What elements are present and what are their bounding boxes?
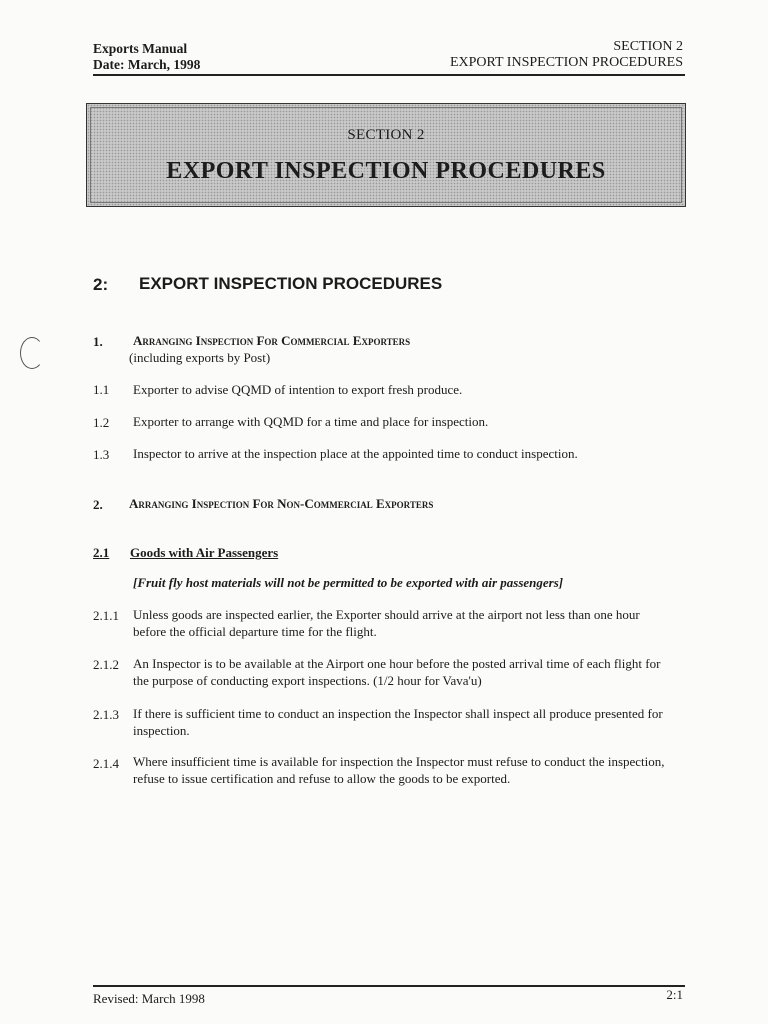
item-1-2-text: Exporter to arrange with QQMD for a time and place for inspection. <box>133 414 489 429</box>
banner-section-label: SECTION 2 <box>347 127 425 143</box>
banner-title: EXPORT INSPECTION PROCEDURES <box>166 158 606 184</box>
item-1-3-number: 1.3 <box>93 447 110 462</box>
revised-date: Revised: March 1998 <box>93 991 205 1006</box>
subsection-2-1-number: 2.1 <box>93 545 110 560</box>
fruit-fly-note: [Fruit fly host materials will not be permitted to be exported with air passengers] <box>133 575 564 590</box>
section-1-title: Arranging Inspection For Commercial Exporters <box>133 333 411 348</box>
manual-date: Date: March, 1998 <box>93 57 201 72</box>
page-number: 2:1 <box>666 987 683 1002</box>
item-2-1-4-text: Where insufficient time is available for inspection the Inspector must refuse to conduct the inspection, refuse to issue certification and refuse to allow the goods to be exported. <box>133 754 665 786</box>
item-2-1-1-text: Unless goods are inspected earlier, the Exporter should arrive at the airport not less than one hour before the official departure time for the flight. <box>133 607 640 639</box>
item-1-1-text: Exporter to advise QQMD of intention to export fresh produce. <box>133 382 463 397</box>
section-1-number: 1. <box>93 334 103 349</box>
header-right <box>450 39 683 71</box>
section-banner <box>86 103 686 207</box>
header-section-title: EXPORT INSPECTION PROCEDURES <box>449 55 683 70</box>
manual-title: Exports Manual <box>93 41 188 56</box>
section-2-number: 2. <box>93 497 103 512</box>
page-title: EXPORT INSPECTION PROCEDURES <box>139 274 443 293</box>
item-2-1-3-number: 2.1.3 <box>93 707 119 722</box>
subsection-2-1-title: Goods with Air Passengers <box>130 545 279 560</box>
item-2-1-4-number: 2.1.4 <box>93 756 119 771</box>
header-divider <box>93 74 685 76</box>
banner-inner-border <box>90 107 682 203</box>
item-2-1-2-text: An Inspector is to be available at the Airport one hour before the posted arrival time of each flight for the purpose of conducting export inspections. (1/2 hour for Vava'u) <box>133 656 661 688</box>
footer-divider <box>93 985 685 987</box>
item-2-1-2-number: 2.1.2 <box>93 657 119 672</box>
section-1-subtitle: (including exports by Post) <box>129 350 271 365</box>
header-left <box>93 41 200 73</box>
item-1-3-text: Inspector to arrive at the inspection place at the appointed time to conduct inspection. <box>133 446 578 461</box>
heading-number: 2: <box>93 275 109 294</box>
item-1-2-number: 1.2 <box>93 415 110 430</box>
section-2-title: Arranging Inspection For Non-Commercial Exporters <box>129 496 434 511</box>
item-1-1-number: 1.1 <box>93 382 110 397</box>
item-2-1-3-text: If there is sufficient time to conduct an inspection the Inspector shall inspect all produce presented for inspection. <box>133 706 663 738</box>
header-section: SECTION 2 <box>613 39 683 54</box>
item-2-1-1-number: 2.1.1 <box>93 608 119 623</box>
punch-hole-mark <box>20 337 44 369</box>
